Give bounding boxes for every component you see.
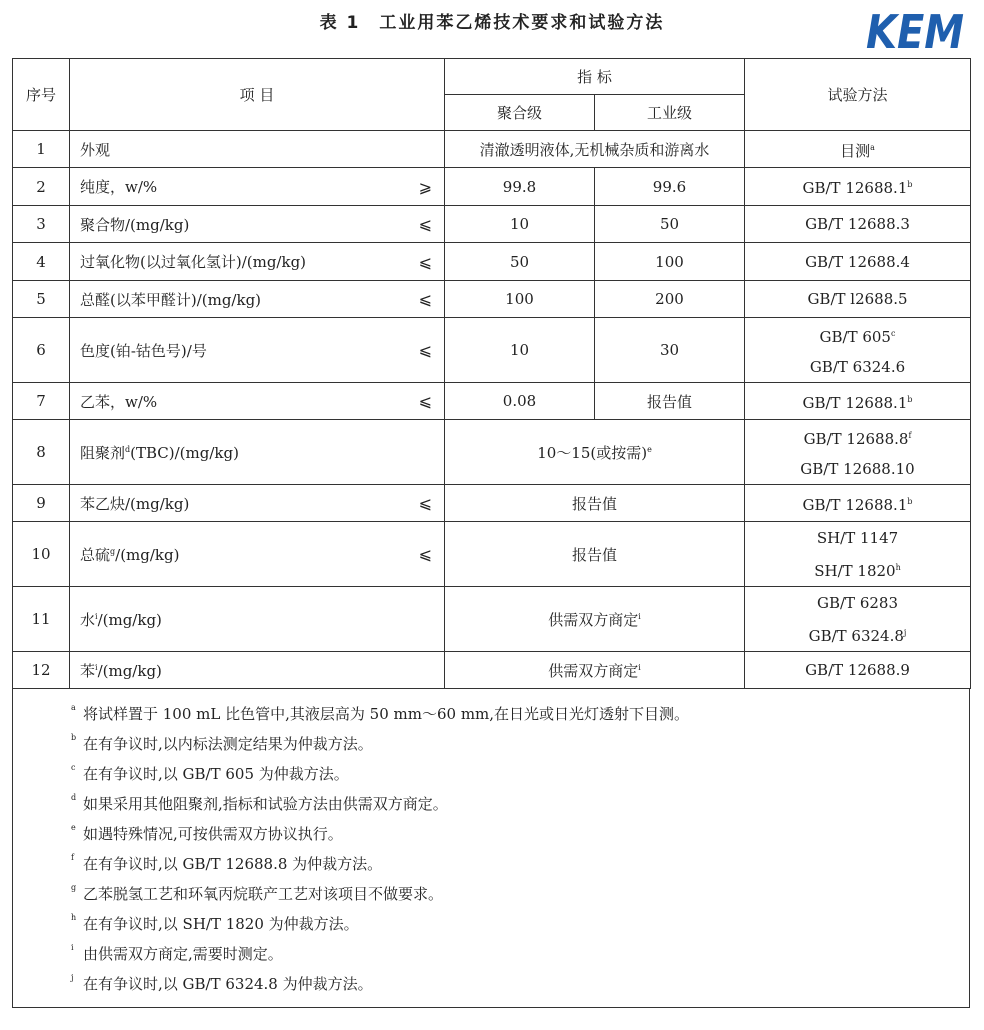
index-value-shared (445, 485, 745, 522)
value-text: 100 (505, 290, 534, 308)
item-name: 总硫 (80, 545, 111, 564)
index-value-shared (445, 587, 745, 652)
footnote-mark: b (907, 394, 913, 404)
method-text: GB/T 605 (819, 327, 891, 346)
footnote-mark: b (907, 496, 913, 506)
method-text: GB/T 12688.8 (803, 429, 909, 448)
table-row (13, 587, 971, 652)
row-number: 1 (13, 131, 70, 168)
method-line (751, 133, 964, 166)
row-number: 7 (13, 383, 70, 420)
value-text: 清澈透明液体,无机械杂质和游离水 (479, 140, 710, 159)
footnote-marker: b (71, 733, 77, 742)
row-number: 12 (13, 652, 70, 689)
limit-symbol: ⩽ (418, 289, 432, 309)
method-cell (745, 243, 971, 281)
method-line (751, 421, 964, 454)
item-name: 苯乙炔/(mg/kg) (80, 494, 190, 513)
method-line (751, 385, 964, 418)
method-line (751, 487, 964, 520)
table-row (13, 318, 971, 383)
limit-symbol: ⩽ (418, 493, 432, 513)
row-number: 4 (13, 243, 70, 281)
item-cell (70, 131, 445, 168)
index-value-shared (445, 420, 745, 485)
item-unit: (TBC)/(mg/kg) (130, 443, 239, 462)
footnote-text: 乙苯脱氢工艺和环氧丙烷联产工艺对该项目不做要求。 (83, 885, 444, 903)
footnote-marker: i (71, 943, 74, 952)
method-line (751, 209, 964, 239)
footnote (13, 969, 969, 999)
method-cell (745, 383, 971, 420)
method-text: GB/T 12688.1 (802, 495, 908, 514)
item-name: 色度(铂-钴色号)/号 (80, 341, 207, 360)
row-number: 5 (13, 281, 70, 318)
table-row (13, 206, 971, 243)
method-text: GB/T 6283 (816, 593, 898, 612)
row-number: 10 (13, 522, 70, 587)
method-cell (745, 522, 971, 587)
footnote-mark: g (110, 546, 116, 556)
limit-symbol: ⩽ (418, 252, 432, 271)
footnote-text: 如果采用其他阻聚剂,指标和试验方法由供需双方商定。 (83, 795, 448, 813)
index-value-polymer (445, 318, 595, 383)
footnote-mark: i (95, 611, 98, 621)
row-number: 2 (13, 168, 70, 206)
item-cell (70, 168, 445, 206)
method-line (751, 553, 964, 586)
footnotes (12, 689, 970, 1008)
footnote-text: 在有争议时,以 GB/T 12688.8 为仲裁方法。 (83, 855, 383, 873)
item-name: 总醛(以苯甲醛计)/(mg/kg) (80, 290, 262, 309)
footnote (13, 849, 969, 879)
svg-text:KEM: KEM (866, 5, 964, 59)
method-text: GB/T 12688.9 (805, 661, 910, 679)
method-cell (745, 652, 971, 689)
header-industrial-grade: 工业级 (595, 95, 745, 131)
method-text: GB/T 12688.1 (802, 179, 908, 197)
footnote-mark: f (908, 430, 912, 440)
footnote-mark: d (125, 444, 131, 454)
index-value-polymer (445, 383, 595, 420)
index-value-polymer (445, 243, 595, 281)
footnote-text: 在有争议时,以内标法测定结果为仲裁方法。 (83, 735, 373, 753)
index-value-shared (445, 522, 745, 587)
footnote-mark: i (638, 662, 641, 672)
row-number: 9 (13, 485, 70, 522)
method-text: GB/T 6324.8 (808, 626, 904, 645)
index-value-shared (445, 131, 745, 168)
footnote-text: 在有争议时,以 SH/T 1820 为仲裁方法。 (83, 915, 359, 933)
method-text: GB/T 12688.1 (802, 393, 908, 412)
method-cell (745, 587, 971, 652)
footnote-mark: a (870, 142, 875, 152)
item-cell (70, 587, 445, 652)
kem-logo (864, 4, 966, 59)
table-row (13, 281, 971, 318)
footnote-mark: c (890, 328, 896, 338)
method-text: GB/T 12688.3 (805, 215, 910, 233)
header-no: 序号 (13, 59, 70, 131)
footnote-text: 将试样置于 100 mL 比色管中,其液层高为 50 mm～60 mm,在日光或日光灯透射下目测。 (83, 705, 690, 723)
method-text: GB/T l2688.5 (807, 290, 908, 308)
index-value-industrial: 30 (595, 318, 745, 383)
item-cell (70, 318, 445, 383)
footnote (13, 819, 969, 849)
row-number: 8 (13, 420, 70, 485)
method-cell (745, 485, 971, 522)
method-line (751, 588, 964, 618)
method-text: GB/T 12688.10 (800, 459, 915, 478)
method-line (751, 284, 964, 314)
footnote-mark: e (647, 444, 652, 454)
item-unit: /(mg/kg) (97, 661, 162, 680)
table-row (13, 485, 971, 522)
item-cell (70, 206, 445, 243)
value-text: 10 (509, 215, 530, 233)
row-number: 3 (13, 206, 70, 243)
item-cell (70, 652, 445, 689)
index-value-industrial: 99.6 (595, 168, 745, 206)
method-text: SH/T 1820 (814, 561, 896, 580)
footnote-text: 在有争议时,以 GB/T 6324.8 为仲裁方法。 (83, 975, 373, 993)
value-text: 供需双方商定 (548, 610, 639, 629)
limit-symbol: ⩽ (418, 544, 432, 564)
footnote-mark: i (638, 611, 641, 621)
value-text: 99.8 (502, 177, 537, 196)
index-value-polymer (445, 281, 595, 318)
item-name: 苯 (80, 661, 96, 680)
value-text: 供需双方商定 (548, 661, 639, 680)
method-line (751, 247, 964, 277)
footnote-mark: h (895, 562, 901, 572)
method-line (751, 454, 964, 484)
value-text: 报告值 (571, 545, 617, 564)
index-value-industrial: 50 (595, 206, 745, 243)
footnote-marker: j (71, 973, 74, 982)
limit-symbol: ⩽ (418, 391, 432, 411)
item-name: 聚合物/(mg/kg) (80, 215, 190, 234)
index-value-industrial: 报告值 (595, 383, 745, 420)
method-cell (745, 131, 971, 168)
item-name: 外观 (80, 140, 111, 159)
table-row (13, 652, 971, 689)
limit-symbol: ⩽ (418, 214, 432, 234)
method-line (751, 523, 964, 553)
table-row (13, 522, 971, 587)
header-item: 项 目 (70, 59, 445, 131)
method-cell (745, 318, 971, 383)
item-cell (70, 420, 445, 485)
item-cell (70, 485, 445, 522)
footnote-mark: b (907, 180, 913, 189)
index-value-polymer (445, 206, 595, 243)
footnote-marker: h (71, 913, 77, 922)
footnote (13, 879, 969, 909)
method-text: GB/T 6324.6 (809, 357, 906, 376)
footnote-marker: f (71, 853, 74, 862)
footnote-text: 由供需双方商定,需要时测定。 (83, 945, 283, 963)
table-title: 表 1 工业用苯乙烯技术要求和试验方法 (319, 13, 665, 33)
header-index: 指 标 (445, 59, 745, 95)
method-line (751, 618, 964, 651)
row-number: 11 (13, 587, 70, 652)
index-value-industrial: 100 (595, 243, 745, 281)
header-polymer-grade: 聚合级 (445, 95, 595, 131)
method-line (751, 352, 964, 382)
header-method: 试验方法 (745, 59, 971, 131)
table-row (13, 131, 971, 168)
value-text: 报告值 (571, 494, 617, 513)
item-name: 纯度，w/% (80, 178, 158, 196)
footnote (13, 909, 969, 939)
item-cell (70, 243, 445, 281)
footnote (13, 789, 969, 819)
method-line (751, 319, 964, 352)
item-name: 水 (80, 610, 96, 629)
table-row (13, 420, 971, 485)
limit-symbol: ⩾ (418, 177, 432, 196)
method-text: GB/T 12688.4 (805, 252, 910, 271)
footnote (13, 729, 969, 759)
footnote-text: 在有争议时,以 GB/T 605 为仲裁方法。 (83, 765, 349, 783)
footnote-marker: e (71, 823, 76, 832)
footnote (13, 759, 969, 789)
value-text: 10～15(或按需) (537, 443, 648, 462)
item-name: 过氧化物(以过氧化氢计)/(mg/kg) (80, 253, 307, 271)
method-line (751, 170, 964, 203)
row-number: 6 (13, 318, 70, 383)
index-value-industrial: 200 (595, 281, 745, 318)
value-text: 10 (509, 341, 530, 359)
item-cell (70, 281, 445, 318)
table-row (13, 243, 971, 281)
item-cell (70, 522, 445, 587)
footnote-text: 如遇特殊情况,可按供需双方协议执行。 (83, 825, 343, 843)
footnote-marker: a (71, 703, 76, 712)
method-cell (745, 420, 971, 485)
item-unit: /(mg/kg) (115, 545, 180, 564)
limit-symbol: ⩽ (418, 340, 432, 360)
table-row (13, 168, 971, 206)
item-cell (70, 383, 445, 420)
footnote-mark: i (95, 662, 98, 672)
method-line (751, 655, 964, 685)
spec-table (12, 58, 971, 689)
index-value-shared (445, 652, 745, 689)
method-cell (745, 168, 971, 206)
item-name: 阻聚剂 (80, 443, 126, 462)
value-text: 0.08 (502, 392, 537, 410)
method-text: SH/T 1147 (816, 528, 899, 547)
footnote-mark: j (903, 627, 907, 637)
item-name: 乙苯，w/% (80, 392, 158, 411)
footnote-marker: c (71, 763, 76, 772)
method-text: 目测 (840, 141, 871, 160)
footnote-marker: d (71, 793, 77, 802)
index-value-polymer (445, 168, 595, 206)
method-cell (745, 281, 971, 318)
footnote (13, 939, 969, 969)
value-text: 50 (509, 252, 530, 271)
table-row (13, 383, 971, 420)
item-unit: /(mg/kg) (97, 610, 162, 629)
method-cell (745, 206, 971, 243)
footnote-marker: g (71, 883, 77, 892)
footnote (13, 699, 969, 729)
